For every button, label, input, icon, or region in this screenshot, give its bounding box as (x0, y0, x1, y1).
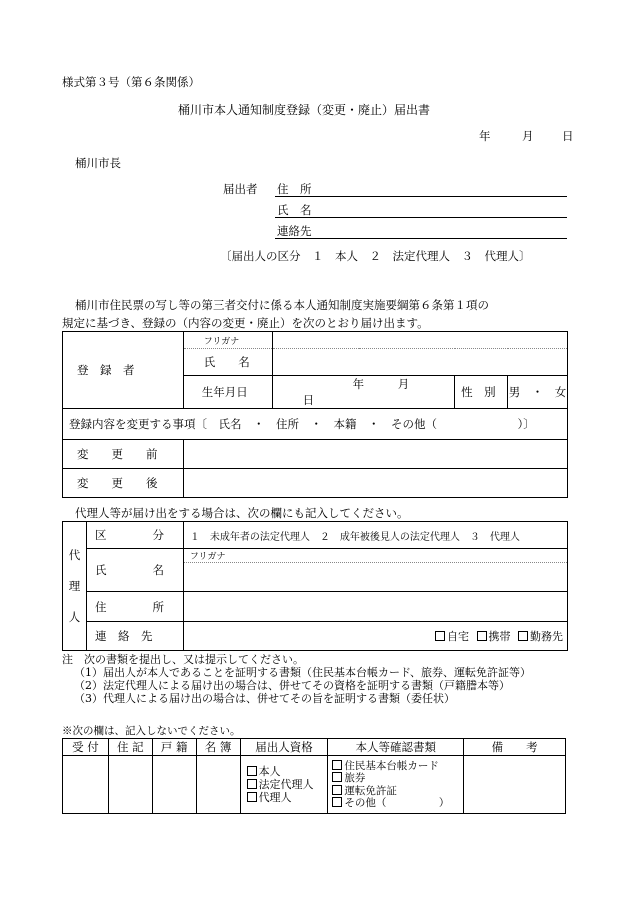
date-year: 年 (479, 129, 491, 143)
note-2: （2）法定代理人による届け出の場合は、併せてその資格を証明する書類（戸籍謄本等） (74, 679, 510, 692)
office-header-id-docs: 本人等確認書類 (328, 739, 464, 756)
birth-year-label: 年 (352, 377, 365, 391)
office-cell-family (152, 756, 196, 814)
furigana-label: フリガナ (183, 332, 272, 349)
before-field[interactable] (183, 440, 567, 469)
office-header-register: 名 簿 (196, 739, 240, 756)
office-cell-remarks (464, 756, 566, 814)
gender-label: 性 別 (455, 376, 508, 409)
home-checkbox[interactable] (435, 631, 445, 641)
agent-intro: 代理人等が届け出をする場合は、次の欄にも記入してください。 (75, 506, 409, 520)
intro-line-2: 規定に基づき、登録の（内容の変更・廃止）を次のとおり届け出ます。 (62, 316, 429, 330)
submitter-category: 〔届出人の区分 １ 本人 ２ 法定代理人 ３ 代理人〕 (220, 249, 531, 263)
submitter-contact-label: 連絡先 (277, 224, 312, 238)
registrant-table (62, 331, 568, 498)
qualification-checkbox (247, 766, 257, 776)
intro-line-1: 桶川市住民票の写し等の第三者交付に係る本人通知制度実施要綱第６条第１項の (75, 298, 489, 312)
date-month: 月 (522, 129, 534, 143)
office-cell-reception (63, 756, 109, 814)
submitter-name-label: 氏 名 (277, 203, 312, 217)
office-note: ※次の欄は、記入しないでください。 (62, 725, 241, 737)
agent-contact-label: 連 絡 先 (86, 622, 183, 651)
before-label: 変 更 前 (63, 440, 184, 469)
agent-side-label: 代 理 人 (63, 522, 87, 651)
id-doc-checkbox (332, 760, 342, 770)
name-label: 氏 名 (183, 349, 272, 376)
agent-category-label: 区 分 (86, 522, 183, 549)
submitter-contact-line[interactable] (275, 238, 567, 239)
addressee: 桶川市長 (75, 156, 121, 170)
agent-address-label: 住 所 (86, 592, 183, 622)
name-field[interactable] (272, 349, 567, 376)
date-day: 日 (562, 129, 574, 143)
submitter-label: 届出者 (223, 182, 258, 196)
form-title: 桶川市本人通知制度登録（変更・廃止）届出書 (178, 103, 431, 117)
furigana-field[interactable] (272, 332, 567, 349)
office-cell-resident (108, 756, 152, 814)
agent-name-field[interactable] (183, 563, 567, 592)
id-doc-checkbox (332, 785, 342, 795)
office-cell-qualification: 本人 法定代理人 代理人 (240, 756, 328, 814)
agent-address-field[interactable] (183, 592, 567, 622)
submitter-address-line[interactable] (275, 196, 567, 197)
agent-contact-field[interactable]: 自宅 携帯 勤務先 (183, 622, 567, 651)
id-doc-checkbox (332, 797, 342, 807)
agent-table (62, 521, 568, 651)
office-header-family: 戸 籍 (152, 739, 196, 756)
office-header-resident: 住 記 (108, 739, 152, 756)
after-label: 変 更 後 (63, 469, 184, 498)
birth-month-label: 月 (397, 377, 410, 391)
qualification-checkbox (247, 792, 257, 802)
work-checkbox[interactable] (518, 631, 528, 641)
birthdate-field[interactable] (272, 376, 455, 409)
agent-category-options[interactable]: １ 未成年者の法定代理人 ２ 成年被後見人の法定代理人 ３ 代理人 (183, 522, 567, 549)
mobile-checkbox[interactable] (477, 631, 487, 641)
agent-name-label: 氏 名 (86, 549, 183, 592)
office-header-qualification: 届出人資格 (240, 739, 328, 756)
qualification-checkbox (247, 779, 257, 789)
registrant-header: 登 録 者 (63, 332, 184, 409)
submitter-name-line[interactable] (275, 217, 567, 218)
form-number: 様式第３号（第６条関係） (62, 75, 200, 89)
birth-day-label: 日 (302, 393, 315, 407)
office-cell-id-docs: 住民基本台帳カード 旅券 運転免許証 その他（ ） (328, 756, 464, 814)
office-header-remarks: 備 考 (464, 739, 566, 756)
note-1: （1）届出人が本人であることを証明する書類（住民基本台帳カード、旅券、運転免許証等） (74, 666, 532, 679)
office-table (62, 738, 566, 814)
submitter-address-label: 住 所 (277, 182, 312, 196)
office-header-reception: 受 付 (63, 739, 109, 756)
office-cell-register (196, 756, 240, 814)
agent-furigana[interactable]: フリガナ (183, 549, 567, 563)
note-3: （3）代理人による届け出の場合は、併せてその旨を証明する書類（委任状） (74, 692, 455, 705)
note-heading: 注 次の書類を提出し、又は提示してください。 (62, 653, 304, 666)
id-doc-checkbox (332, 772, 342, 782)
after-field[interactable] (183, 469, 567, 498)
gender-options[interactable]: 男 ・ 女 (508, 376, 568, 409)
birthdate-label: 生年月日 (183, 376, 272, 409)
change-items[interactable]: 登録内容を変更する事項〔 氏名 ・ 住所 ・ 本籍 ・ その他（ ）〕 (63, 409, 568, 440)
